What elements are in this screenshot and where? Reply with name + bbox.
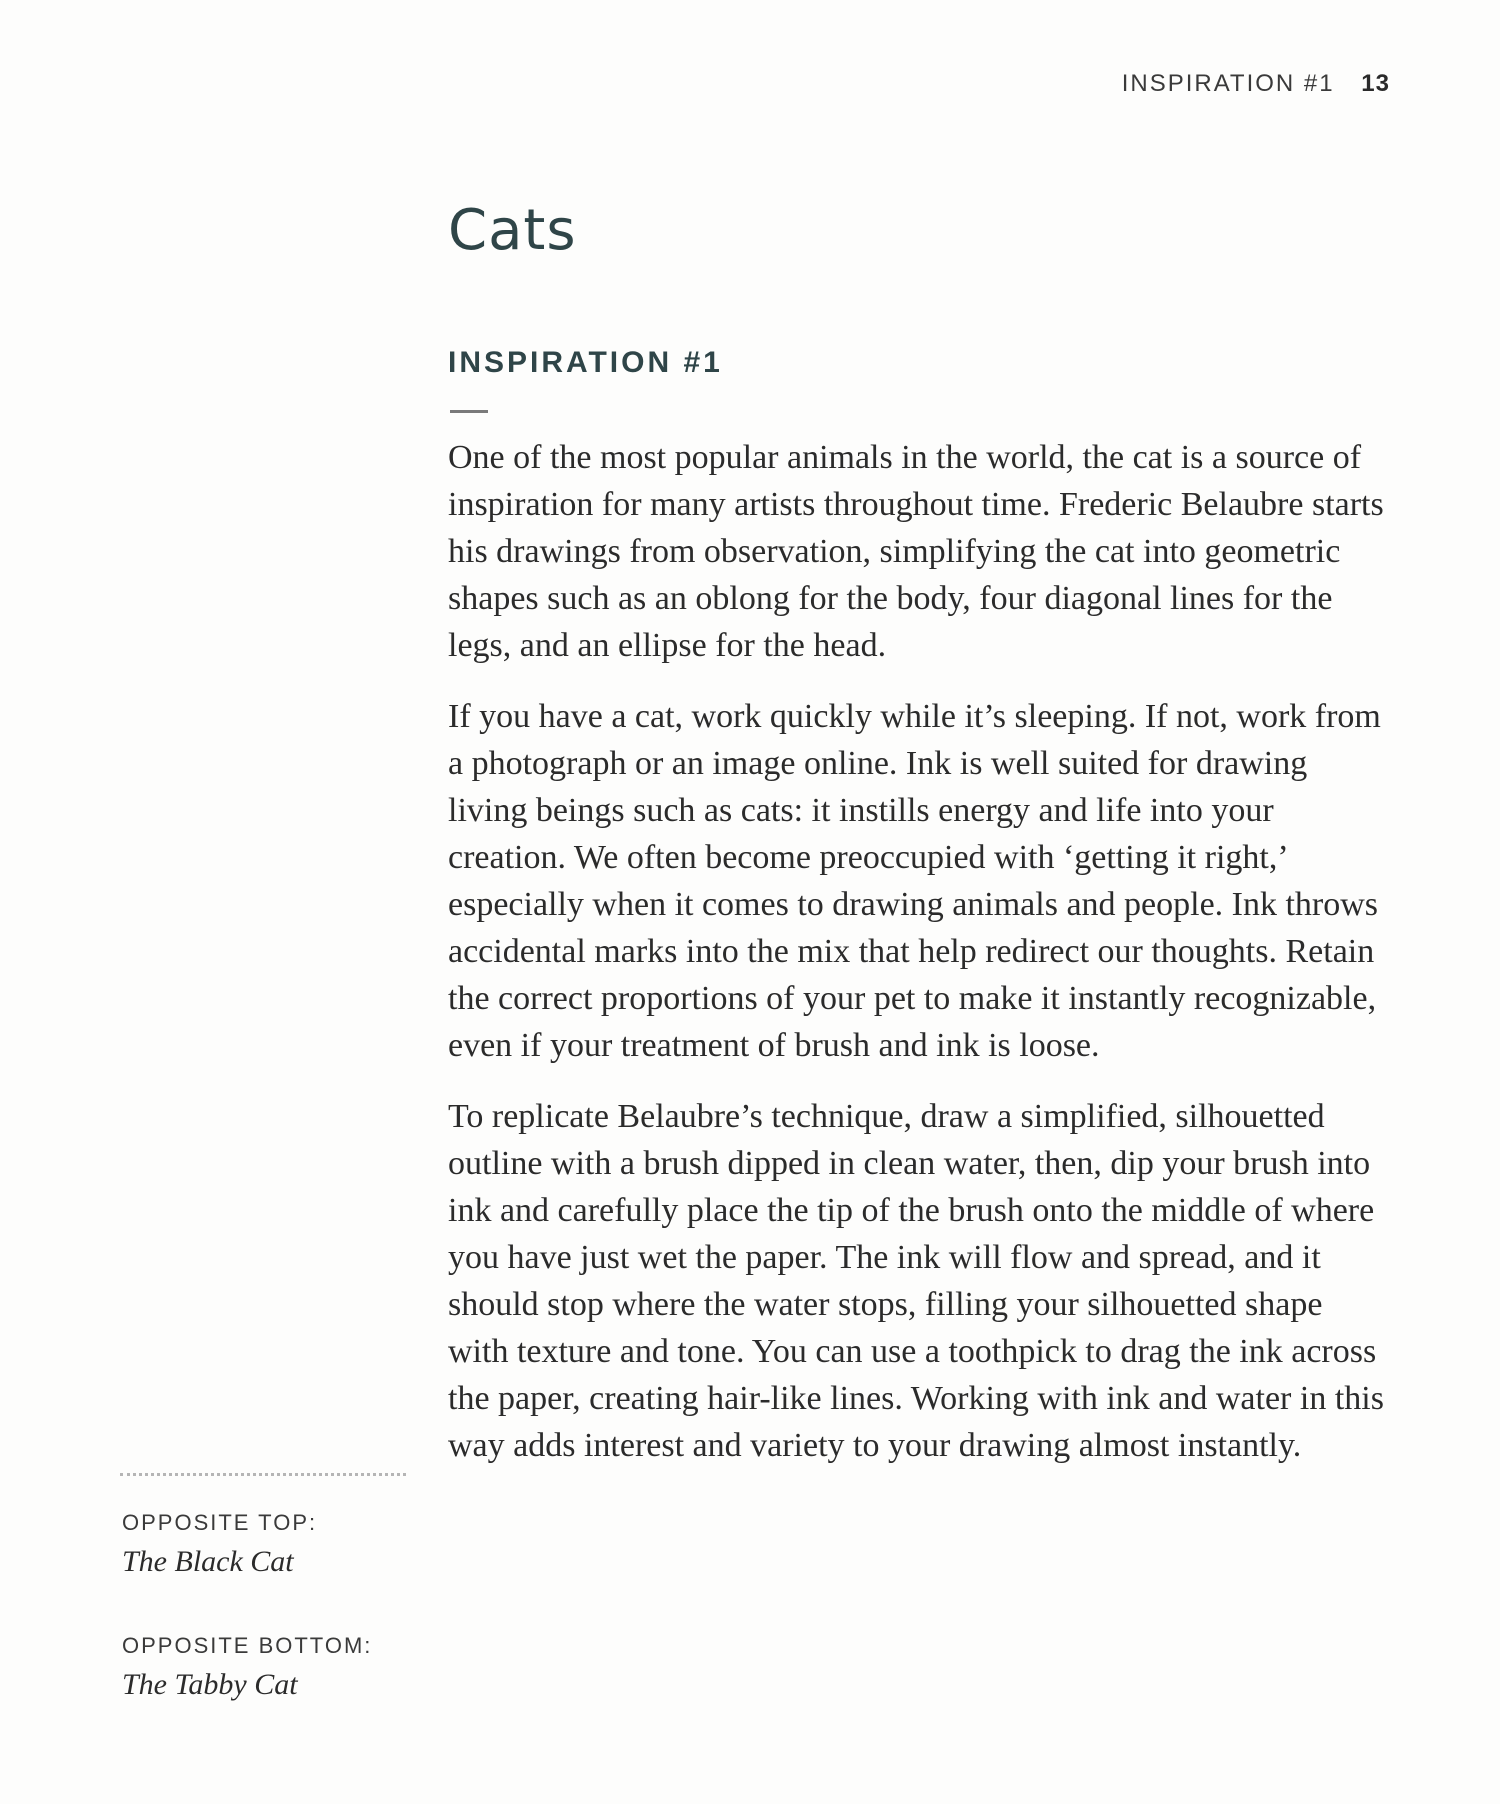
caption-top-label: OPPOSITE TOP: xyxy=(122,1510,318,1535)
paragraph-3: To replicate Belaubre’s technique, draw a simplified, silhouetted outline with a brush dipped in clean water, then, dip your brush into ink and carefully place the tip of the brush onto the middle of where you have just wet the paper. The ink will flow and spread, and it should stop where the water stops, filling your silhouetted shape with texture and tone. You can use a toothpick to drag the ink across the paper, creating hair-like lines. Working with ink and water in this way adds interest and variety to your drawing almost instantly. xyxy=(448,1098,1384,1464)
running-head xyxy=(1122,70,1390,98)
paragraph-2: If you have a cat, work quickly while it’s sleeping. If not, work from a photograph or an image online. Ink is well suited for drawing living beings such as cats: it instills energy and life into your creation. We often become preoccupied with ‘getting it right,’ especially when it comes to drawing animals and people. Ink throws accidental marks into the mix that help redirect our thoughts. Retain the correct proportions of your pet to make it instantly recognizable, even if your treatment of brush and ink is loose. xyxy=(448,698,1381,1064)
caption-divider xyxy=(120,1473,406,1476)
paragraph-1: One of the most popular animals in the world, the cat is a source of inspiration for many artists throughout time. Frederic Belaubre starts his drawings from observation, simplifying the cat into geometric shapes such as an oblong for the body, four diagonal lines for the legs, and an ellipse for the head. xyxy=(448,439,1384,664)
section-heading: INSPIRATION #1 xyxy=(448,346,723,379)
caption-bottom-title: The Tabby Cat xyxy=(122,1668,298,1701)
heading-rule xyxy=(450,410,488,413)
caption-top-title: The Black Cat xyxy=(122,1545,294,1578)
body-text xyxy=(448,434,1388,1493)
caption-bottom-label: OPPOSITE BOTTOM: xyxy=(122,1633,373,1658)
page-number: 13 xyxy=(1361,70,1390,97)
running-head-section: INSPIRATION #1 xyxy=(1121,70,1335,97)
page-title: Cats xyxy=(448,198,577,263)
